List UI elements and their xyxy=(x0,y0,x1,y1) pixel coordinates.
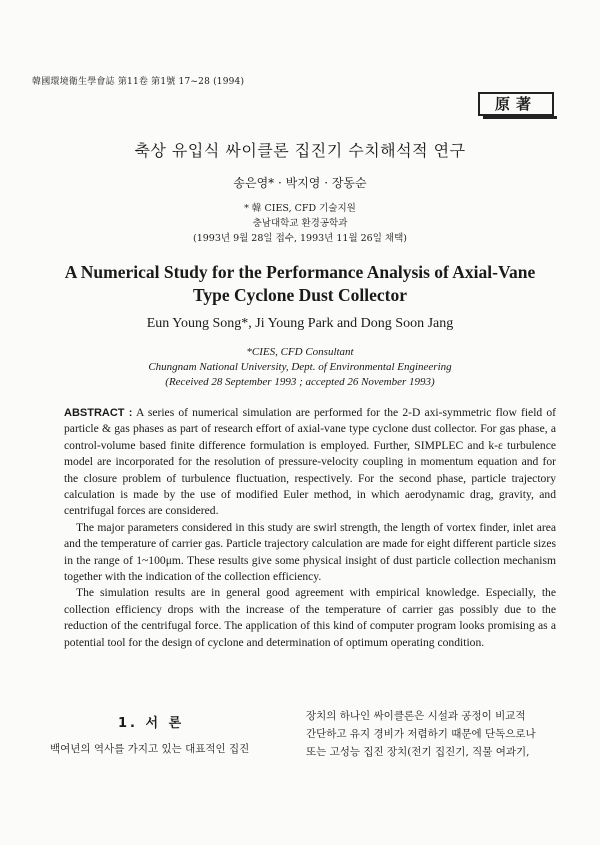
english-affiliation-2: Chungnam National University, Dept. of Environmental Engineering xyxy=(148,361,452,373)
english-title-line-2: Type Cyclone Dust Collector xyxy=(192,285,408,305)
english-authors: Eun Young Song*, Ji Young Park and Dong Soon Jang xyxy=(146,316,454,331)
korean-dates: (1993년 9월 28일 접수, 1993년 11월 26일 채택) xyxy=(192,233,407,244)
body-right-line: 장치의 하나인 싸이클론은 시설과 공정이 비교적 xyxy=(306,710,526,722)
english-title-line-1: A Numerical Study for the Performance Analysis of Axial-Vane xyxy=(64,262,536,282)
article-type-badge: 原著 xyxy=(478,92,554,116)
abstract-paragraph-3: The simulation results are in general good agreement with empirical knowledge. Especially, the collection efficiency drops with the increase of the temperature of carrier gas possibly due to the reduction of the centrifugal force. The application of this kind of computer program looks promising as a potential tool for the design of cyclone and determination of optimum operating condition. xyxy=(64,586,556,649)
abstract-paragraph-1-text: A series of numerical simulation are performed for the 2-D axi-symmetric flow field of particle & gas phases as part of research effort of axial-vane type cyclone dust collector. For gas phase, a control-volume based finite difference formulation is employed. Further, SIMPLEC and k-ε turbulence model are incorporated for the resolution of pressure-velocity coupling in momentum equation and for the closure problem of turbulence fluctuation, respectively. For the second phase, particle trajectory calculation is made by the use of modified Euler method, in which aerodynamic drag, gravity, and centrifugal forces are considered. xyxy=(64,406,556,518)
korean-affiliation-1: * 韓 CIES, CFD 기술지원 xyxy=(244,203,356,214)
korean-affiliation-2: 충남대학교 환경공학과 xyxy=(252,218,348,229)
body-right-column xyxy=(306,707,568,761)
body-left-column-line: 백여년의 역사를 가지고 있는 대표적인 집진 xyxy=(50,743,250,755)
body-right-line: 간단하고 유지 경비가 저렴하기 때문에 단독으로나 xyxy=(306,728,536,740)
english-dates: (Received 28 September 1993 ; accepted 26 November 1993) xyxy=(165,376,435,388)
english-affiliation-1: *CIES, CFD Consultant xyxy=(246,346,354,358)
abstract xyxy=(64,405,556,651)
abstract-paragraph-2: The major parameters considered in this study are swirl strength, the length of vortex finder, inlet area and the temperature of carrier gas. Particle trajectory calculation are made for eight different particle sizes in the range of 1~100μm. These results give some physical insight of dust particle collection mechanism together with the indication of the collection efficiency. xyxy=(64,520,556,584)
abstract-paragraph-1 xyxy=(64,405,556,520)
section-heading-introduction: 1. 서 론 xyxy=(118,716,185,731)
journal-citation: 韓國環境衛生學會誌 第11卷 第1號 17~28 (1994) xyxy=(32,77,245,87)
abstract-label: ABSTRACT : xyxy=(64,407,133,419)
korean-authors: 송은영* · 박지영 · 장동순 xyxy=(233,176,367,190)
body-right-line: 또는 고성능 집진 장치(전기 집진기, 직물 여과기, xyxy=(306,746,530,758)
korean-title: 축상 유입식 싸이클론 집진기 수치해석적 연구 xyxy=(134,141,466,160)
